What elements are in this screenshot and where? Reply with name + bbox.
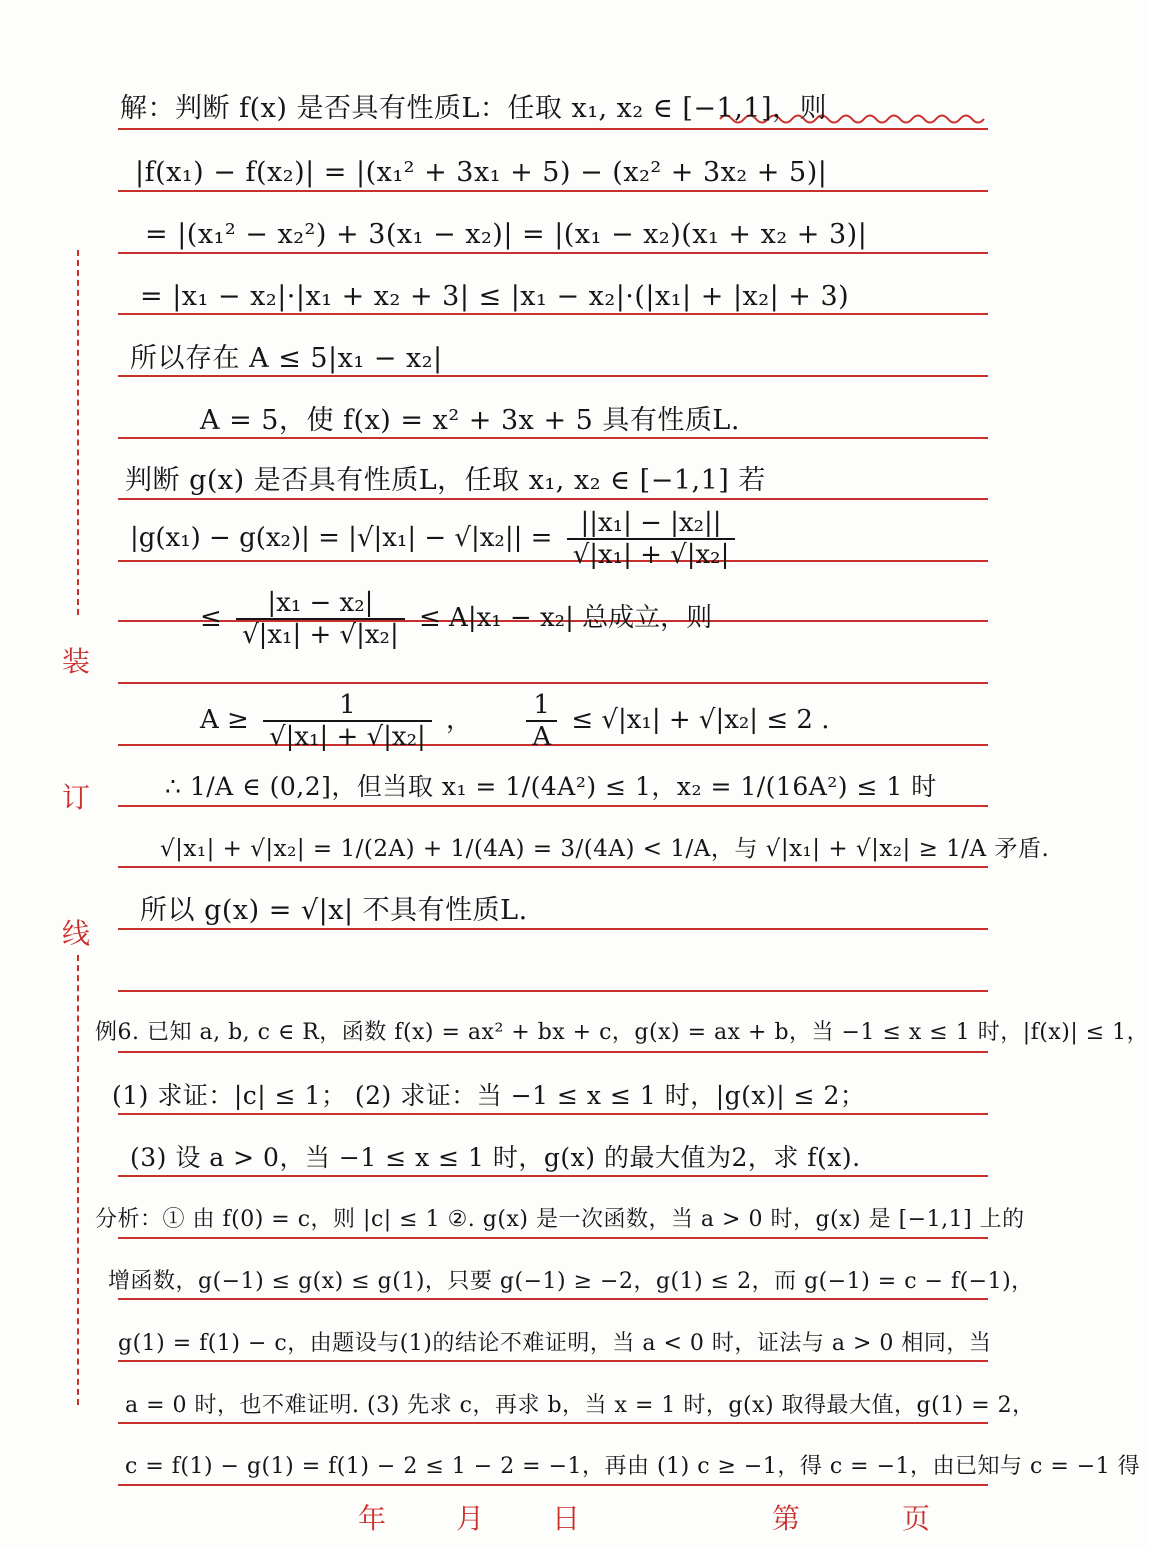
footer-month: 月 (456, 1502, 485, 1535)
fraction-numerator: 1 (526, 690, 557, 722)
solution-line: 判断 g(x) 是否具有性质L，任取 x₁, x₂ ∈ [−1,1] 若 (125, 465, 766, 496)
ruled-line (118, 498, 988, 500)
footer-year: 年 (358, 1502, 387, 1535)
analysis-line: g(1) = f(1) − c，由题设与(1)的结论不难证明，当 a < 0 时，证法与 a > 0 相同，当 (118, 1331, 992, 1356)
fraction-numerator: 1 (263, 690, 432, 722)
binding-label-xian: 线 (61, 917, 90, 950)
analysis-line: 分析：① 由 f(0) = c，则 |c| ≤ 1 ②. g(x) 是一次函数，当 a > 0 时，g(x) 是 [−1,1] 上的 (95, 1207, 1025, 1232)
fraction-denominator: √|x₁| + √|x₂| (242, 620, 399, 650)
formula-sep: ， (446, 705, 473, 735)
fraction (263, 690, 432, 752)
formula-row (200, 588, 712, 650)
ruled-line (118, 1237, 988, 1239)
fraction-denominator: √|x₁| + √|x₂| (269, 722, 426, 752)
ruled-line (118, 1113, 988, 1115)
binding-label-zhuang: 装 (61, 645, 90, 678)
example-line: (1) 求证：|c| ≤ 1； (2) 求证：当 −1 ≤ x ≤ 1 时，|g(x)| ≤ 2； (112, 1081, 866, 1110)
ruled-line (118, 866, 988, 868)
fraction-numerator: ||x₁| − |x₂|| (567, 508, 736, 540)
ruled-line (118, 805, 988, 807)
ruled-line (118, 990, 988, 992)
formula-lead: ≤ (200, 603, 222, 633)
binding-dash-line (77, 955, 79, 1405)
footer-di: 第 (772, 1502, 801, 1535)
fraction (526, 690, 557, 752)
binding-label-ding: 订 (61, 781, 90, 814)
fraction-denominator: √|x₁| + √|x₂| (572, 540, 730, 570)
fraction-numerator: |x₁ − x₂| (236, 588, 405, 620)
ruled-line (118, 928, 988, 930)
ruled-line (118, 252, 988, 254)
solution-line: √|x₁| + √|x₂| = 1/(2A) + 1/(4A) = 3/(4A) < 1/A，与 √|x₁| + √|x₂| ≥ 1/A 矛盾. (160, 836, 1050, 862)
solution-line: A = 5，使 f(x) = x² + 3x + 5 具有性质L. (200, 405, 740, 436)
solution-line: 所以存在 A ≤ 5|x₁ − x₂| (130, 343, 443, 374)
solution-line: ∴ 1/A ∈ (0,2]，但当取 x₁ = 1/(4A²) ≤ 1，x₂ = 1/(16A²) ≤ 1 时 (165, 772, 937, 801)
formula-row (130, 508, 741, 570)
footer-page: 页 (902, 1502, 931, 1535)
analysis-line: a = 0 时，也不难证明. (3) 先求 c，再求 b，当 x = 1 时，g(x) 取得最大值，g(1) = 2， (125, 1393, 1035, 1418)
formula-row (200, 690, 829, 752)
solution-line: = |(x₁² − x₂²) + 3(x₁ − x₂)| = |(x₁ − x₂)(x₁ + x₂ + 3)| (145, 219, 868, 250)
analysis-line: c = f(1) − g(1) = f(1) − 2 ≤ 1 − 2 = −1，再由 (1) c ≥ −1，得 c = −1，由已知与 c = −1 得 (125, 1454, 1141, 1479)
example-line: 例6. 已知 a, b, c ∈ R，函数 f(x) = ax² + bx + c，g(x) = ax + b，当 −1 ≤ x ≤ 1 时，|f(x)| ≤ 1， (95, 1020, 1149, 1045)
ruled-line (118, 1051, 988, 1053)
fraction-denominator: A (532, 722, 552, 752)
formula-lead: A ≥ (200, 705, 249, 735)
ruled-line (118, 682, 988, 684)
fraction (236, 588, 405, 650)
solution-line: = |x₁ − x₂|·|x₁ + x₂ + 3| ≤ |x₁ − x₂|·(|x₁| + |x₂| + 3) (140, 281, 850, 312)
analysis-line: 增函数，g(−1) ≤ g(x) ≤ g(1)，只要 g(−1) ≥ −2，g(1) ≤ 2，而 g(−1) = c − f(−1)， (108, 1269, 1034, 1294)
fraction (567, 508, 736, 570)
formula-lhs: |g(x₁) − g(x₂)| = |√|x₁| − √|x₂|| = (130, 523, 553, 553)
binding-dash-line (77, 250, 79, 615)
solution-line: 解：判断 f(x) 是否具有性质L：任取 x₁, x₂ ∈ [−1,1]，则 (120, 93, 828, 124)
ruled-line (118, 1175, 988, 1177)
ruled-line (118, 1484, 988, 1486)
solution-line: |f(x₁) − f(x₂)| = |(x₁² + 3x₁ + 5) − (x₂² + 3x₂ + 5)| (135, 157, 828, 188)
formula-tail: ≤ A|x₁ − x₂| 总成立，则 (419, 603, 713, 633)
ruled-line (118, 128, 988, 130)
solution-line: 所以 g(x) = √|x| 不具有性质L. (140, 895, 528, 926)
ruled-line (118, 190, 988, 192)
formula-tail: ≤ √|x₁| + √|x₂| ≤ 2 . (571, 705, 830, 735)
footer-day: 日 (552, 1502, 581, 1535)
example-line: (3) 设 a > 0，当 −1 ≤ x ≤ 1 时，g(x) 的最大值为2，求 f(x). (130, 1143, 861, 1172)
